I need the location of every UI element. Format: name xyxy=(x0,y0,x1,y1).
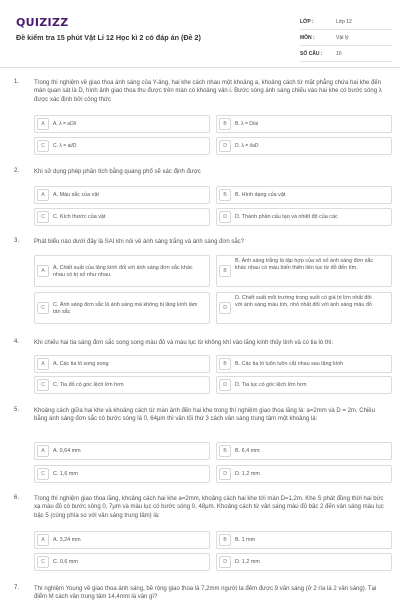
option-letter: C xyxy=(37,140,49,152)
answer-option-b[interactable] xyxy=(216,355,392,373)
option-text: C. 1,6 mm xyxy=(53,471,78,477)
meta-value: Vật lý xyxy=(336,35,349,41)
meta-row-count xyxy=(300,46,392,62)
option-text: C. Kích thước của vật xyxy=(53,214,106,220)
question-text: Trong thí nghiệm về giao thoa ánh sáng của Y-âng, hai khe cách nhau một khoảng a, khoảng cách từ mặt phẳng chứa hai khe đến màn quan sát là D, hình ảnh giao thoa thu được trên màn có khoảng vân i. Bước sóng ánh sáng chiếu vào hai khe có bước sóng λ được xác định bởi công thức xyxy=(34,80,382,103)
option-text: A. 0,64 mm xyxy=(53,448,81,454)
answer-option-c[interactable] xyxy=(34,553,210,571)
meta-label: SỐ CÂU : xyxy=(300,51,323,57)
answer-option-c[interactable] xyxy=(34,292,210,324)
answer-option-c[interactable] xyxy=(34,376,210,394)
option-text: C. 0,6 mm xyxy=(53,559,78,565)
option-text: A. λ = aD/i xyxy=(53,121,77,127)
question-number: 5. xyxy=(14,407,20,413)
option-text: D. Tia lục có góc lệch lớn hơn xyxy=(235,382,307,388)
question-text: Khi chiếu hai tia sáng đơn sắc song song màu đỏ và màu lục từ không khí vào lăng kính thủy tinh và có tia ló thì: xyxy=(34,340,334,346)
option-text: D. Chiết suất môi trường trong suốt có giá trị lớn nhất đối với ánh sáng màu tím, nhỏ nhất đối với ánh sáng màu đỏ xyxy=(235,295,372,309)
option-letter: B xyxy=(219,118,231,130)
option-letter: A xyxy=(37,445,49,457)
option-text: B. Ánh sáng trắng là tập hợp của vô số ánh sáng đơn sắc khác nhau có màu biến thiên liên tục từ đỏ đến tím. xyxy=(235,258,374,272)
question-number: 6. xyxy=(14,495,20,501)
question-number: 2. xyxy=(14,168,20,174)
option-letter: A xyxy=(37,118,49,130)
option-letter: C xyxy=(37,379,49,391)
meta-value: Lớp 12 xyxy=(336,19,352,25)
option-text: D. 1,2 mm xyxy=(235,559,260,565)
question-text: Khoảng cách giữa hai khe và khoảng cách từ màn ảnh đến hai khe trong thí nghiệm giao thoa lăng là: a=2mm và D = 2m. Chiều bằng ánh sáng đơn sắc có bước sóng là 0, 64μm thì vân tối thứ 3 cách vân sáng trung tâm một khoảng là: xyxy=(34,408,375,423)
option-text: B. 1 mm xyxy=(235,537,256,543)
answer-option-b[interactable] xyxy=(216,255,392,287)
answer-option-d[interactable] xyxy=(216,553,392,571)
option-text: A. Chiết suất của lăng kính đối với ánh sáng đơn sắc khác nhau có trị số như nhau. xyxy=(53,265,193,279)
question-text: Khi sử dụng phép phân tích bằng quang phổ sẽ xác định được xyxy=(34,169,201,175)
meta-label: MÔN : xyxy=(300,35,315,41)
option-letter: B xyxy=(219,265,231,277)
meta-value: 10 xyxy=(336,51,342,57)
option-letter: A xyxy=(37,358,49,370)
answer-option-c[interactable] xyxy=(34,137,210,155)
meta-row-subject xyxy=(300,30,392,46)
answer-option-c[interactable] xyxy=(34,208,210,226)
option-letter: C xyxy=(37,211,49,223)
answer-option-c[interactable] xyxy=(34,465,210,483)
option-letter: C xyxy=(37,302,49,314)
question-number: 4. xyxy=(14,339,20,345)
question-text: Trong thí nghiệm giao thoa lăng, khoảng cách hai khe a=2mm, khoảng cách hai khe tới màn D=1,2m. Khe S phát đồng thời hai bức xạ màu đỏ có bước sóng 0, 7μm và màu lục có bước sóng 0, 48μm. Khoảng cách từ vân sáng màu đỏ bậc 2 đến vân sáng màu lục bậc 5 (cùng phía so với vân sáng trung tâm) là: xyxy=(34,496,384,519)
option-letter: B xyxy=(219,358,231,370)
option-letter: A xyxy=(37,189,49,201)
option-text: B. Hình dạng của vật xyxy=(235,192,286,198)
option-text: C. Ánh sáng đơn sắc là ánh sáng mà không bị lăng kính làm tán sắc xyxy=(53,302,198,316)
answer-option-d[interactable] xyxy=(216,208,392,226)
question-number: 7. xyxy=(14,585,20,591)
meta-label: LỚP : xyxy=(300,19,314,25)
option-letter: B xyxy=(219,445,231,457)
answer-option-b[interactable] xyxy=(216,115,392,133)
question-text: Thí nghiệm Young về giao thoa ánh sáng, bề rộng giao thoa là 7,2mm người ta đếm được 9 vân sáng (ở 2 rìa là 2 vân sáng). Tại điểm M cách vân trung tâm 14,4mm là vân gì? xyxy=(34,586,377,600)
answer-option-b[interactable] xyxy=(216,531,392,549)
option-letter: D xyxy=(219,302,231,314)
option-letter: D xyxy=(219,468,231,480)
option-text: C. λ = ai/D xyxy=(53,143,77,149)
option-text: A. 3,24 mm xyxy=(53,537,81,543)
answer-option-a[interactable] xyxy=(34,355,210,373)
answer-option-d[interactable] xyxy=(216,292,392,324)
question-number: 3. xyxy=(14,238,20,244)
option-letter: B xyxy=(219,534,231,546)
option-text: B. λ = D/ai xyxy=(235,121,259,127)
option-letter: D xyxy=(219,556,231,568)
option-letter: D xyxy=(219,211,231,223)
option-text: D. 1,2 mm xyxy=(235,471,260,477)
answer-option-d[interactable] xyxy=(216,465,392,483)
option-letter: A xyxy=(37,534,49,546)
option-text: A. Các tia ló song song xyxy=(53,361,109,367)
answer-option-d[interactable] xyxy=(216,137,392,155)
answer-option-d[interactable] xyxy=(216,376,392,394)
option-letter: B xyxy=(219,189,231,201)
question-text: Phát biểu nào dưới đây là SAI khi nói về ánh sáng trắng và ánh sáng đơn sắc? xyxy=(34,239,245,245)
answer-option-a[interactable] xyxy=(34,442,210,460)
option-letter: A xyxy=(37,265,49,277)
meta-table xyxy=(300,14,392,62)
option-letter: D xyxy=(219,379,231,391)
answer-option-a[interactable] xyxy=(34,531,210,549)
option-letter: D xyxy=(219,140,231,152)
answer-option-b[interactable] xyxy=(216,186,392,204)
option-text: D. λ = i/aD xyxy=(235,143,259,149)
question-number: 1. xyxy=(14,79,20,85)
option-text: B. Các tia ló luôn luôn cắt nhau sau lăng kính xyxy=(235,361,344,367)
option-text: D. Thành phần cấu tạo và nhiệt độ của các xyxy=(235,214,338,220)
answer-option-a[interactable] xyxy=(34,255,210,287)
answer-option-a[interactable] xyxy=(34,115,210,133)
answer-option-b[interactable] xyxy=(216,442,392,460)
option-text: C. Tia đỏ có góc lệch lớn hơn xyxy=(53,382,124,388)
option-letter: C xyxy=(37,468,49,480)
option-letter: C xyxy=(37,556,49,568)
document-header xyxy=(0,0,400,68)
option-text: B. 6,4 mm xyxy=(235,448,260,454)
answer-option-a[interactable] xyxy=(34,186,210,204)
option-text: A. Màu sắc của vật xyxy=(53,192,99,198)
document-title: Đề kiểm tra 15 phút Vật Lí 12 Học kì 2 có đáp án (Đề 2) xyxy=(16,33,201,42)
quizizz-logo: QUIZIZZ xyxy=(16,16,69,29)
meta-row-class xyxy=(300,14,392,30)
